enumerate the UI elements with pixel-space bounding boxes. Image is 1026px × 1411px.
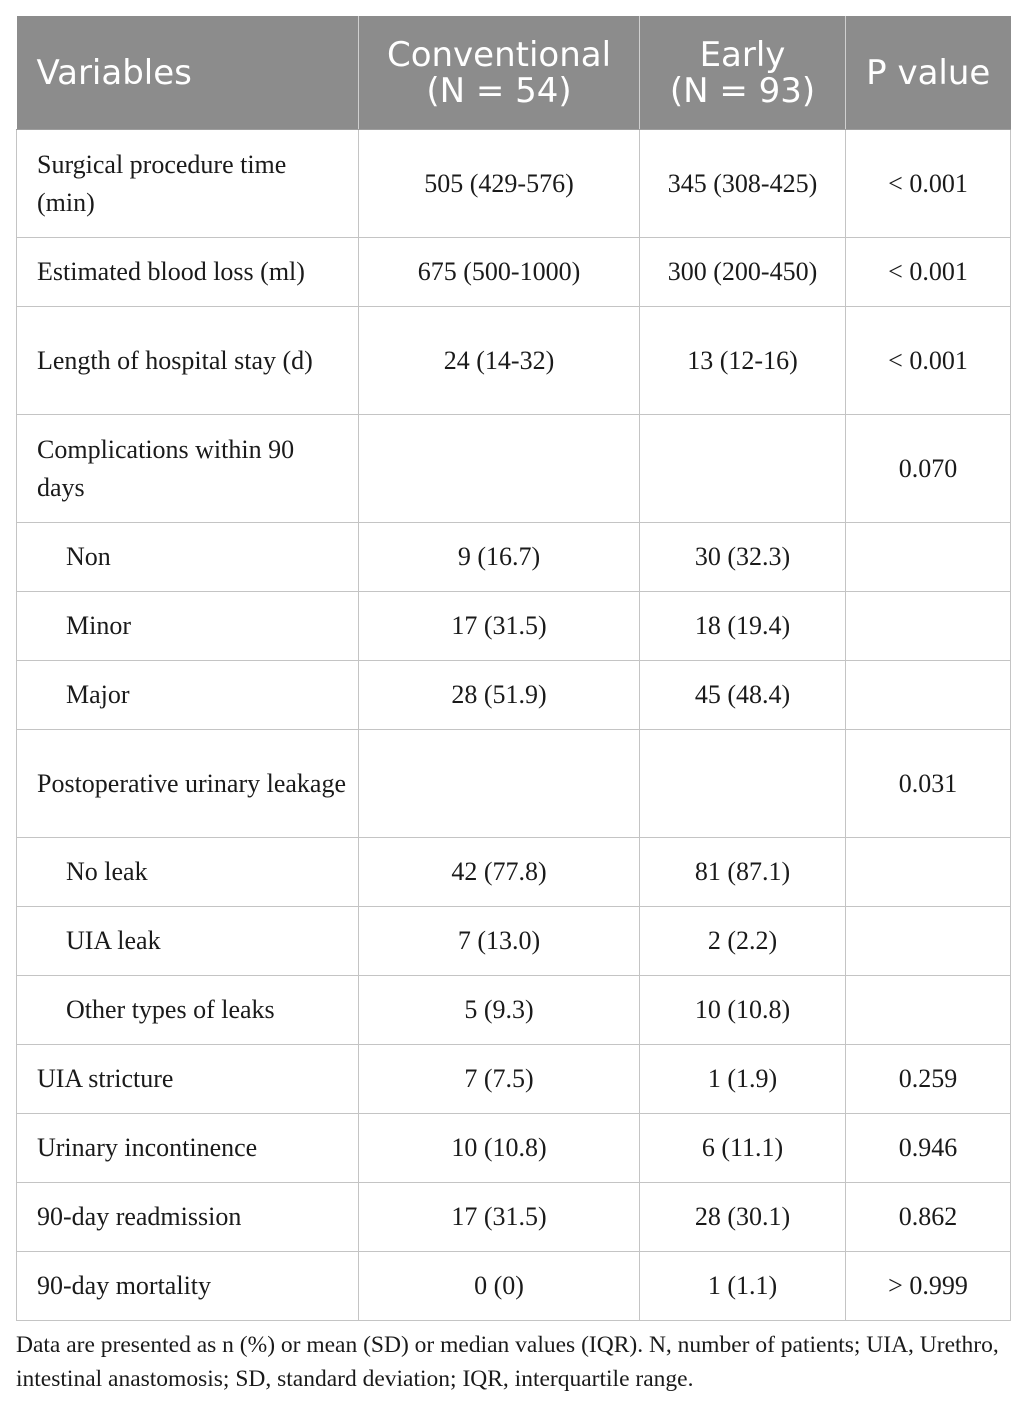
row-variable: Non xyxy=(17,523,359,592)
row-p-value: < 0.001 xyxy=(846,130,1011,238)
row-variable: Surgical procedure time (min) xyxy=(17,130,359,238)
header-row xyxy=(17,16,1011,130)
row-variable: Urinary incontinence xyxy=(17,1114,359,1183)
row-p-value xyxy=(846,838,1011,907)
row-conventional xyxy=(359,730,640,838)
row-early: 18 (19.4) xyxy=(640,592,846,661)
row-early: 81 (87.1) xyxy=(640,838,846,907)
row-conventional: 7 (7.5) xyxy=(359,1045,640,1114)
header-conventional xyxy=(359,16,640,130)
row-variable: Postoperative urinary leakage xyxy=(17,730,359,838)
row-variable: UIA leak xyxy=(17,907,359,976)
row-early: 28 (30.1) xyxy=(640,1183,846,1252)
header-conventional-label: Conventional xyxy=(386,34,612,75)
row-early: 13 (12-16) xyxy=(640,307,846,415)
row-early: 30 (32.3) xyxy=(640,523,846,592)
row-variable: Estimated blood loss (ml) xyxy=(17,238,359,307)
row-conventional: 9 (16.7) xyxy=(359,523,640,592)
row-conventional: 17 (31.5) xyxy=(359,1183,640,1252)
row-variable: 90-day mortality xyxy=(17,1252,359,1321)
row-conventional: 28 (51.9) xyxy=(359,661,640,730)
row-early: 300 (200-450) xyxy=(640,238,846,307)
table-row xyxy=(17,907,1011,976)
row-conventional: 17 (31.5) xyxy=(359,592,640,661)
row-p-value: 0.862 xyxy=(846,1183,1011,1252)
row-p-value: 0.946 xyxy=(846,1114,1011,1183)
row-conventional: 0 (0) xyxy=(359,1252,640,1321)
table-row xyxy=(17,661,1011,730)
row-variable: Length of hospital stay (d) xyxy=(17,307,359,415)
row-early xyxy=(640,730,846,838)
row-conventional: 505 (429-576) xyxy=(359,130,640,238)
row-early: 1 (1.1) xyxy=(640,1252,846,1321)
table-row xyxy=(17,1252,1011,1321)
row-variable: Other types of leaks xyxy=(17,976,359,1045)
table-row xyxy=(17,838,1011,907)
results-table-container xyxy=(16,16,1010,1321)
table-row xyxy=(17,523,1011,592)
header-early-label: Early xyxy=(699,34,786,75)
row-p-value xyxy=(846,661,1011,730)
row-variable: Major xyxy=(17,661,359,730)
row-early: 45 (48.4) xyxy=(640,661,846,730)
table-footnote: Data are presented as n (%) or mean (SD) or median values (IQR). N, number of patients; UIA, Urethro, intestinal anastomosis; SD, standard deviation; IQR, interquartile range. xyxy=(16,1332,999,1392)
header-early-n: (N = 93) xyxy=(669,70,816,111)
table-row xyxy=(17,130,1011,238)
row-p-value xyxy=(846,907,1011,976)
row-p-value xyxy=(846,523,1011,592)
header-conventional-n: (N = 54) xyxy=(426,70,572,111)
table-row xyxy=(17,592,1011,661)
header-variables: Variables xyxy=(17,16,359,130)
header-early xyxy=(640,16,846,130)
row-variable: Complications within 90 days xyxy=(17,415,359,523)
table-row xyxy=(17,238,1011,307)
row-early: 1 (1.9) xyxy=(640,1045,846,1114)
row-variable: UIA stricture xyxy=(17,1045,359,1114)
row-early: 6 (11.1) xyxy=(640,1114,846,1183)
row-conventional: 42 (77.8) xyxy=(359,838,640,907)
row-p-value xyxy=(846,976,1011,1045)
table-row xyxy=(17,307,1011,415)
row-early: 10 (10.8) xyxy=(640,976,846,1045)
table-row xyxy=(17,1114,1011,1183)
row-conventional: 675 (500-1000) xyxy=(359,238,640,307)
row-variable: 90-day readmission xyxy=(17,1183,359,1252)
row-conventional: 7 (13.0) xyxy=(359,907,640,976)
table-row xyxy=(17,415,1011,523)
row-variable: Minor xyxy=(17,592,359,661)
row-p-value: 0.259 xyxy=(846,1045,1011,1114)
row-variable: No leak xyxy=(17,838,359,907)
table-row xyxy=(17,730,1011,838)
row-conventional xyxy=(359,415,640,523)
row-p-value: > 0.999 xyxy=(846,1252,1011,1321)
row-conventional: 24 (14-32) xyxy=(359,307,640,415)
row-conventional: 10 (10.8) xyxy=(359,1114,640,1183)
row-p-value: < 0.001 xyxy=(846,307,1011,415)
row-p-value: 0.031 xyxy=(846,730,1011,838)
table-row xyxy=(17,1045,1011,1114)
results-table xyxy=(16,16,1011,1321)
row-early: 2 (2.2) xyxy=(640,907,846,976)
table-row xyxy=(17,1183,1011,1252)
header-p-value: P value xyxy=(846,16,1011,130)
table-row xyxy=(17,976,1011,1045)
row-conventional: 5 (9.3) xyxy=(359,976,640,1045)
row-early xyxy=(640,415,846,523)
row-p-value xyxy=(846,592,1011,661)
row-p-value: < 0.001 xyxy=(846,238,1011,307)
row-early: 345 (308-425) xyxy=(640,130,846,238)
row-p-value: 0.070 xyxy=(846,415,1011,523)
